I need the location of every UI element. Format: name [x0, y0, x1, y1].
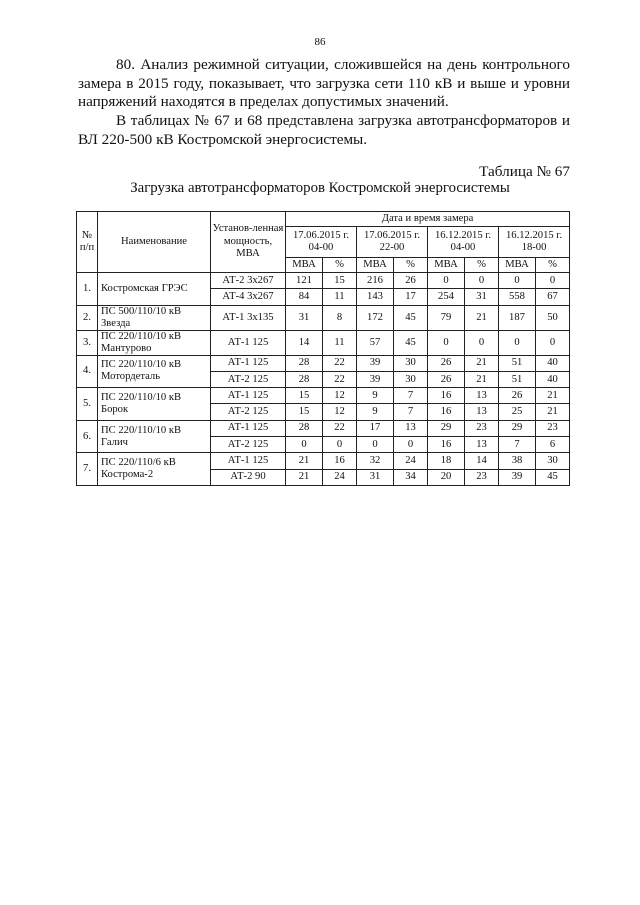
- substation-name-line2: Мантурово: [101, 342, 152, 354]
- row-number: 7.: [77, 453, 98, 486]
- transformer-unit: АТ-4 3х267: [211, 289, 286, 305]
- load-pct-cell: 13: [465, 404, 499, 420]
- header-pct: %: [323, 258, 357, 273]
- substation-name: [98, 388, 211, 421]
- load-pct-cell: 22: [323, 371, 357, 387]
- load-mva-cell: 0: [499, 273, 536, 289]
- load-mva-cell: 31: [357, 469, 394, 485]
- substation-name: [98, 453, 211, 486]
- table-label: Таблица № 67: [479, 163, 570, 180]
- row-number: 4.: [77, 355, 98, 388]
- load-mva-cell: 51: [499, 355, 536, 371]
- load-pct-cell: 40: [536, 355, 570, 371]
- substation-name-line1: ПС 220/110/10 кВ: [101, 359, 182, 371]
- load-pct-cell: 67: [536, 289, 570, 305]
- load-pct-cell: 45: [394, 305, 428, 330]
- header-date: 17.06.2015 г. 04-00: [286, 227, 357, 258]
- row-number: 6.: [77, 420, 98, 453]
- transformer-unit: АТ-1 125: [211, 388, 286, 404]
- load-mva-cell: 57: [357, 330, 394, 355]
- substation-name-line1: ПС 220/110/10 кВ: [101, 330, 182, 342]
- transformer-unit: АТ-1 125: [211, 330, 286, 355]
- table-title: Загрузка автотрансформаторов Костромской энергосистемы: [130, 180, 510, 196]
- load-pct-cell: 13: [394, 420, 428, 436]
- load-mva-cell: 216: [357, 273, 394, 289]
- load-pct-cell: 26: [394, 273, 428, 289]
- load-mva-cell: 172: [357, 305, 394, 330]
- load-pct-cell: 11: [323, 330, 357, 355]
- load-mva-cell: 38: [499, 453, 536, 469]
- load-pct-cell: 31: [465, 289, 499, 305]
- load-pct-cell: 11: [323, 289, 357, 305]
- load-mva-cell: 7: [499, 437, 536, 453]
- load-pct-cell: 24: [323, 469, 357, 485]
- load-mva-cell: 29: [499, 420, 536, 436]
- page-number: 86: [314, 36, 326, 48]
- load-mva-cell: 9: [357, 388, 394, 404]
- row-number: 5.: [77, 388, 98, 421]
- header-pct: %: [536, 258, 570, 273]
- load-pct-cell: 8: [323, 305, 357, 330]
- substation-name-line2: Галич: [101, 436, 128, 448]
- load-mva-cell: 187: [499, 305, 536, 330]
- load-mva-cell: 31: [286, 305, 323, 330]
- substation-name: [98, 420, 211, 453]
- load-pct-cell: 22: [323, 355, 357, 371]
- transformer-unit: АТ-2 125: [211, 371, 286, 387]
- load-mva-cell: 51: [499, 371, 536, 387]
- load-mva-cell: 16: [428, 388, 465, 404]
- substation-name-line2: Кострома-2: [101, 469, 154, 481]
- load-pct-cell: 30: [394, 355, 428, 371]
- load-pct-cell: 21: [536, 404, 570, 420]
- substation-name-line1: ПС 500/110/10 кВ: [101, 305, 182, 317]
- load-pct-cell: 0: [323, 437, 357, 453]
- transformer-unit: АТ-1 125: [211, 355, 286, 371]
- load-mva-cell: 0: [499, 330, 536, 355]
- load-mva-cell: 28: [286, 355, 323, 371]
- load-mva-cell: 121: [286, 273, 323, 289]
- transformer-unit: АТ-1 125: [211, 420, 286, 436]
- load-pct-cell: 12: [323, 404, 357, 420]
- load-pct-cell: 30: [536, 453, 570, 469]
- load-mva-cell: 26: [499, 388, 536, 404]
- load-pct-cell: 21: [536, 388, 570, 404]
- load-pct-cell: 0: [394, 437, 428, 453]
- header-mva: МВА: [499, 258, 536, 273]
- load-pct-cell: 6: [536, 437, 570, 453]
- load-pct-cell: 14: [465, 453, 499, 469]
- substation-name-line1: ПС 220/110/10 кВ: [101, 424, 182, 436]
- load-pct-cell: 21: [465, 305, 499, 330]
- header-mva: МВА: [428, 258, 465, 273]
- autotransformer-load-table: [76, 211, 570, 486]
- table-row: [77, 420, 570, 436]
- load-mva-cell: 14: [286, 330, 323, 355]
- table-row: [77, 305, 570, 330]
- transformer-unit: АТ-2 125: [211, 404, 286, 420]
- load-pct-cell: 45: [394, 330, 428, 355]
- table-header: [77, 212, 570, 273]
- load-pct-cell: 40: [536, 371, 570, 387]
- transformer-unit: АТ-1 3х135: [211, 305, 286, 330]
- load-pct-cell: 17: [394, 289, 428, 305]
- load-mva-cell: 17: [357, 420, 394, 436]
- header-date: 16.12.2015 г. 04-00: [428, 227, 499, 258]
- table-row: [77, 453, 570, 469]
- load-pct-cell: 0: [536, 273, 570, 289]
- load-mva-cell: 32: [357, 453, 394, 469]
- load-mva-cell: 21: [286, 469, 323, 485]
- load-pct-cell: 0: [465, 330, 499, 355]
- substation-name-line1: ПС 220/110/6 кВ: [101, 457, 176, 469]
- load-mva-cell: 16: [428, 404, 465, 420]
- load-mva-cell: 39: [499, 469, 536, 485]
- load-mva-cell: 26: [428, 371, 465, 387]
- row-number: 1.: [77, 273, 98, 306]
- substation-name-line2: Борок: [101, 403, 129, 415]
- load-mva-cell: 26: [428, 355, 465, 371]
- header-mva: МВА: [357, 258, 394, 273]
- row-number: 3.: [77, 330, 98, 355]
- load-pct-cell: 15: [323, 273, 357, 289]
- paragraph-text: В таблицах № 67 и 68 представлена загрузка автотрансформаторов и ВЛ 220-500 кВ Костромской энергосистемы.: [78, 112, 570, 148]
- load-mva-cell: 39: [357, 355, 394, 371]
- substation-name-line1: ПС 220/110/10 кВ: [101, 391, 182, 403]
- transformer-unit: АТ-2 3х267: [211, 273, 286, 289]
- substation-name: [98, 273, 211, 306]
- paragraph-text: 80. Анализ режимной ситуации, сложившейся на день контрольного замера в 2015 году, показывает, что загрузка сети 110 кВ и выше и уровни напряжений находятся в пределах допустимых значений.: [78, 56, 570, 110]
- load-pct-cell: 0: [536, 330, 570, 355]
- load-pct-cell: 30: [394, 371, 428, 387]
- load-mva-cell: 9: [357, 404, 394, 420]
- header-name: Наименование: [98, 212, 211, 273]
- load-pct-cell: 7: [394, 404, 428, 420]
- table-body: [77, 273, 570, 486]
- substation-name-line2: Мотордеталь: [101, 371, 161, 383]
- substation-name: [98, 305, 211, 330]
- paragraph-80: [78, 56, 570, 112]
- table-row: [77, 355, 570, 371]
- load-mva-cell: 0: [428, 273, 465, 289]
- load-pct-cell: 13: [465, 437, 499, 453]
- header-mva: МВА: [286, 258, 323, 273]
- load-mva-cell: 39: [357, 371, 394, 387]
- transformer-unit: АТ-1 125: [211, 453, 286, 469]
- load-mva-cell: 29: [428, 420, 465, 436]
- load-mva-cell: 0: [357, 437, 394, 453]
- load-pct-cell: 7: [394, 388, 428, 404]
- load-mva-cell: 15: [286, 388, 323, 404]
- load-mva-cell: 21: [286, 453, 323, 469]
- load-mva-cell: 84: [286, 289, 323, 305]
- load-mva-cell: 25: [499, 404, 536, 420]
- load-pct-cell: 23: [536, 420, 570, 436]
- load-pct-cell: 0: [465, 273, 499, 289]
- load-mva-cell: 254: [428, 289, 465, 305]
- substation-name-line1: Костромская ГРЭС: [101, 282, 188, 294]
- load-mva-cell: 18: [428, 453, 465, 469]
- table-row: [77, 330, 570, 355]
- load-mva-cell: 15: [286, 404, 323, 420]
- load-pct-cell: 21: [465, 355, 499, 371]
- row-number: 2.: [77, 305, 98, 330]
- load-mva-cell: 79: [428, 305, 465, 330]
- transformer-unit: АТ-2 90: [211, 469, 286, 485]
- load-pct-cell: 16: [323, 453, 357, 469]
- load-pct-cell: 23: [465, 420, 499, 436]
- load-mva-cell: 0: [428, 330, 465, 355]
- load-mva-cell: 558: [499, 289, 536, 305]
- load-pct-cell: 23: [465, 469, 499, 485]
- header-capacity: Установ-ленная мощность, МВА: [211, 212, 286, 273]
- header-date: 16.12.2015 г. 18-00: [499, 227, 570, 258]
- load-pct-cell: 13: [465, 388, 499, 404]
- load-mva-cell: 16: [428, 437, 465, 453]
- load-mva-cell: 28: [286, 420, 323, 436]
- header-pct: %: [394, 258, 428, 273]
- transformer-unit: АТ-2 125: [211, 437, 286, 453]
- load-pct-cell: 34: [394, 469, 428, 485]
- table-row: [77, 388, 570, 404]
- load-pct-cell: 21: [465, 371, 499, 387]
- substation-name-line2: Звезда: [101, 317, 131, 329]
- header-num: № п/п: [77, 212, 98, 273]
- load-pct-cell: 12: [323, 388, 357, 404]
- table-row: [77, 273, 570, 289]
- header-pct: %: [465, 258, 499, 273]
- load-pct-cell: 50: [536, 305, 570, 330]
- header-date: 17.06.2015 г. 22-00: [357, 227, 428, 258]
- substation-name: [98, 330, 211, 355]
- substation-name: [98, 355, 211, 388]
- load-mva-cell: 20: [428, 469, 465, 485]
- load-pct-cell: 24: [394, 453, 428, 469]
- load-pct-cell: 22: [323, 420, 357, 436]
- header-date-group: Дата и время замера: [286, 212, 570, 227]
- load-mva-cell: 28: [286, 371, 323, 387]
- load-mva-cell: 0: [286, 437, 323, 453]
- load-mva-cell: 143: [357, 289, 394, 305]
- paragraph-tables-intro: [78, 112, 570, 149]
- load-pct-cell: 45: [536, 469, 570, 485]
